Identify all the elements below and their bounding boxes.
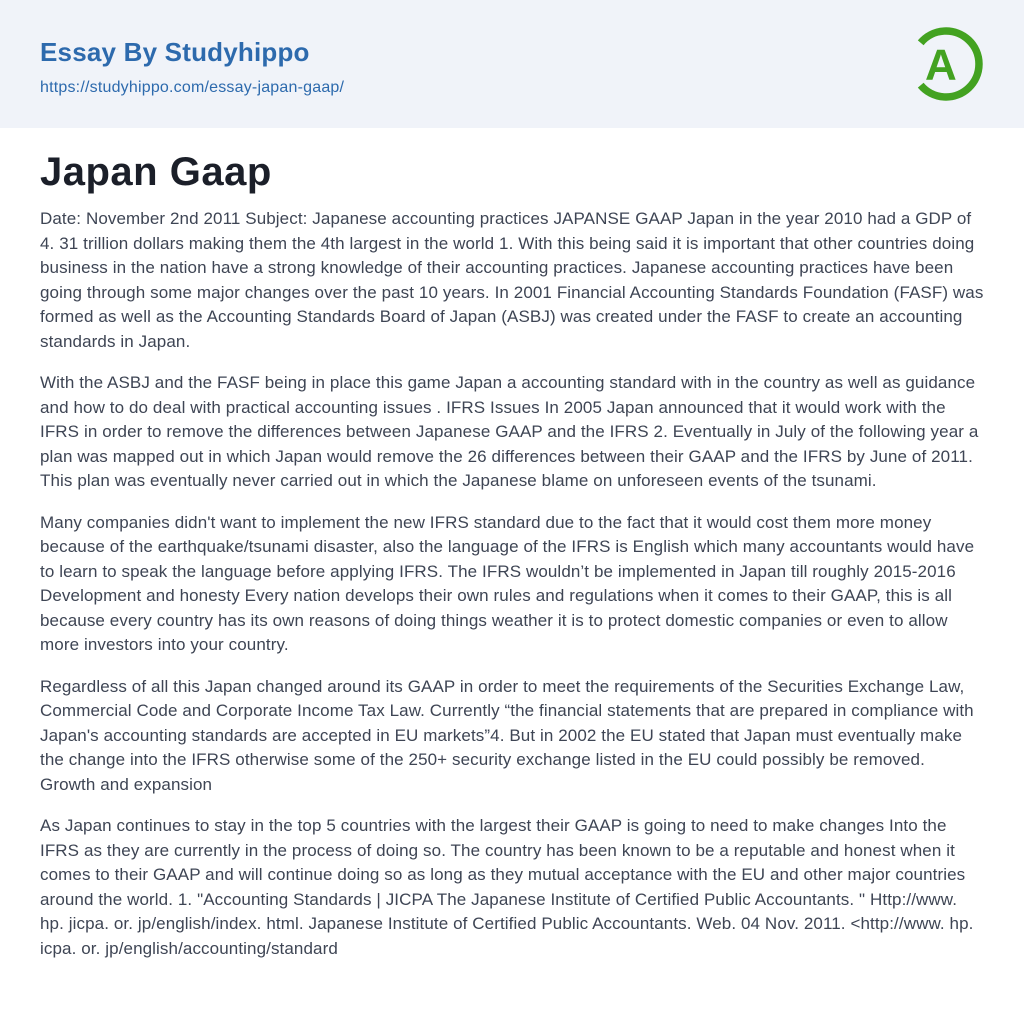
essay-paragraph-3: Many companies didn't want to implement the new IFRS standard due to the fact that it would cost them more money because of the earthquake/tsunami disaster, also the language of the IFRS is English which many accountants would have to learn to speak the language before applying IFRS. The IFRS wouldn’t be implemented in Japan till roughly 2015-2016 Development and honesty Every nation develops their own rules and regulations when it comes to their GAAP, this is all because every country has its own reasons of doing things weather it is to protect domestic companies or even to allow more investors into your country. [40, 512, 975, 654]
page-url-link[interactable]: https://studyhippo.com/essay-japan-gaap/ [40, 79, 345, 96]
essay-paragraph-2: With the ASBJ and the FASF being in place this game Japan a accounting standard with in the country as well as guidance and how to do deal with practical accounting issues . IFRS Issues In 2005 Japan announced that it would work with the IFRS in order to remove the differences between Japanese GAAP and the IFRS 2. Eventually in July of the following year a plan was mapped out in which Japan would remove the 26 differences between their GAAP and the IFRS by June of 2011. This plan was eventually never carried out in which the Japanese blame on unforeseen events of the tsunami. [40, 373, 979, 490]
essay-paragraph-1: Date: November 2nd 2011 Subject: Japanese accounting practices JAPANSE GAAP Japan in the year 2010 had a GDP of 4. 31 trillion dollars making them the 4th largest in the world 1. With this being said it is important that other countries doing business in the nation have a strong knowledge of their accounting practices. Japanese accounting practices have been going through some major changes over the past 10 years. In 2001 Financial Accounting Standards Foundation (FASF) was formed as well as the Accounting Standards Board of Japan (ASBJ) was created under the FASF to create an accounting standards in Japan. [40, 209, 984, 351]
page-header [0, 0, 1024, 128]
logo-letter: A [925, 40, 957, 90]
essay-title: Japan Gaap [40, 150, 272, 194]
studyhippo-logo [906, 24, 986, 104]
essay-paragraph-5: As Japan continues to stay in the top 5 countries with the largest their GAAP is going to need to make changes Into the IFRS as they are currently in the process of doing so. The country has been known to be a reputable and honest when it comes to their GAAP and will continue doing so as long as they mutual acceptance with the EU and other major countries around the world. 1. "Accounting Standards | JICPA The Japanese Institute of Certified Public Accountants. " Http://www. hp. jicpa. or. jp/english/index. html. Japanese Institute of Certified Public Accountants. Web. 04 Nov. 2011. <http://www. hp. icpa. or. jp/english/accounting/standard [40, 816, 974, 958]
essay-content [0, 149, 1024, 961]
studyhippo-logo-icon [906, 24, 986, 104]
essay-paragraph-4: Regardless of all this Japan changed around its GAAP in order to meet the requirements of the Securities Exchange Law, Commercial Code and Corporate Income Tax Law. Currently “the financial statements that are prepared in compliance with Japan's accounting standards are accepted in EU markets”4. But in 2002 the EU stated that Japan must eventually make the change into the IFRS otherwise some of the 250+ security exchange listed in the EU could possibly be removed. Growth and expansion [40, 676, 974, 794]
header-text-block [40, 31, 344, 97]
site-title: Essay By Studyhippo [40, 36, 310, 67]
